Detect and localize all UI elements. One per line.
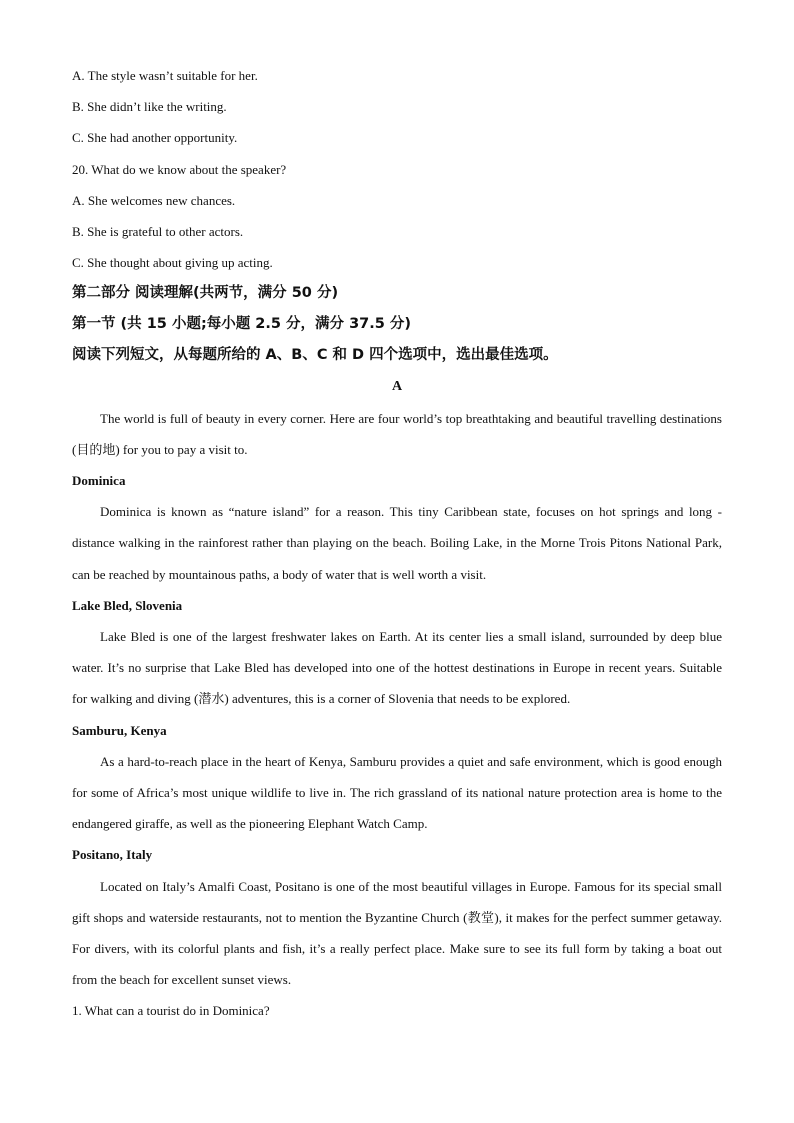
- part-title: 第二部分 阅读理解(共两节，满分 50 分): [72, 285, 339, 302]
- place-text-samburu: As a hard-to-reach place in the heart of Kenya, Samburu provides a quiet and safe environment, which is good enough for some of Africa’s most unique wildlife to live in. The rich grassland of its national nature protection area is home to the endangered giraffe, as well as the pioneering Elephant Watch Camp.: [72, 753, 722, 832]
- q1-stem: 1. What can a tourist do in Dominica?: [72, 1003, 270, 1019]
- instruction: 阅读下列短文，从每题所给的 A、B、C 和 D 四个选项中，选出最佳选项。: [72, 347, 558, 364]
- place-heading-lake-bled: Lake Bled, Slovenia: [72, 597, 183, 613]
- q19-option-a: A. The style wasn’t suitable for her.: [72, 68, 258, 83]
- q20-option-c: C. She thought about giving up acting.: [72, 255, 273, 271]
- q20-option-a: A. She welcomes new chances.: [72, 192, 236, 208]
- q20-option-b: B. She is grateful to other actors.: [72, 224, 244, 240]
- q20-stem: 20. What do we know about the speaker?: [72, 161, 287, 177]
- q19-option-c: C. She had another opportunity.: [72, 130, 238, 146]
- place-text-lake-bled: Lake Bled is one of the largest freshwater lakes on Earth. At its center lies a small island, surrounded by deep blue water. It’s no surprise that Lake Bled has developed into one of the hottest destinations in Europe in recent years. Suitable for walking and diving (潜水) adventures, this is a corner of Slovenia that needs to be explored.: [72, 629, 722, 707]
- passage-intro: The world is full of beauty in every corner. Here are four world’s top breathtaking and beautiful travelling destinations (目的地) for you to pay a visit to.: [72, 410, 722, 457]
- q19-option-b: B. She didn’t like the writing.: [72, 99, 227, 115]
- place-heading-positano: Positano, Italy: [72, 847, 153, 863]
- place-text-positano: Located on Italy’s Amalfi Coast, Positano is one of the most beautiful villages in Europe. Famous for its special small gift shops and waterside restaurants, not to mention the Byzantine Church (教堂), it makes for the perfect summer getaway. For divers, with its colorful plants and fish, it’s a really perfect place. Make sure to see its full form by taking a boat out from the beach for excellent sunset views.: [72, 878, 722, 988]
- subsection-title: 第一节 (共 15 小题;每小题 2.5 分，满分 37.5 分): [72, 316, 412, 333]
- exam-page: [72, 60, 722, 1027]
- place-heading-samburu: Samburu, Kenya: [72, 722, 167, 738]
- place-text-dominica: Dominica is known as “nature island” for a reason. This tiny Caribbean state, focuses on hot springs and long - distance walking in the rainforest rather than playing on the beach. Boiling Lake, in the Morne Trois Pitons National Park, can be reached by mountainous paths, a body of water that is well worth a visit.: [72, 504, 722, 582]
- passage-label: A: [391, 379, 403, 395]
- place-heading-dominica: Dominica: [72, 473, 126, 489]
